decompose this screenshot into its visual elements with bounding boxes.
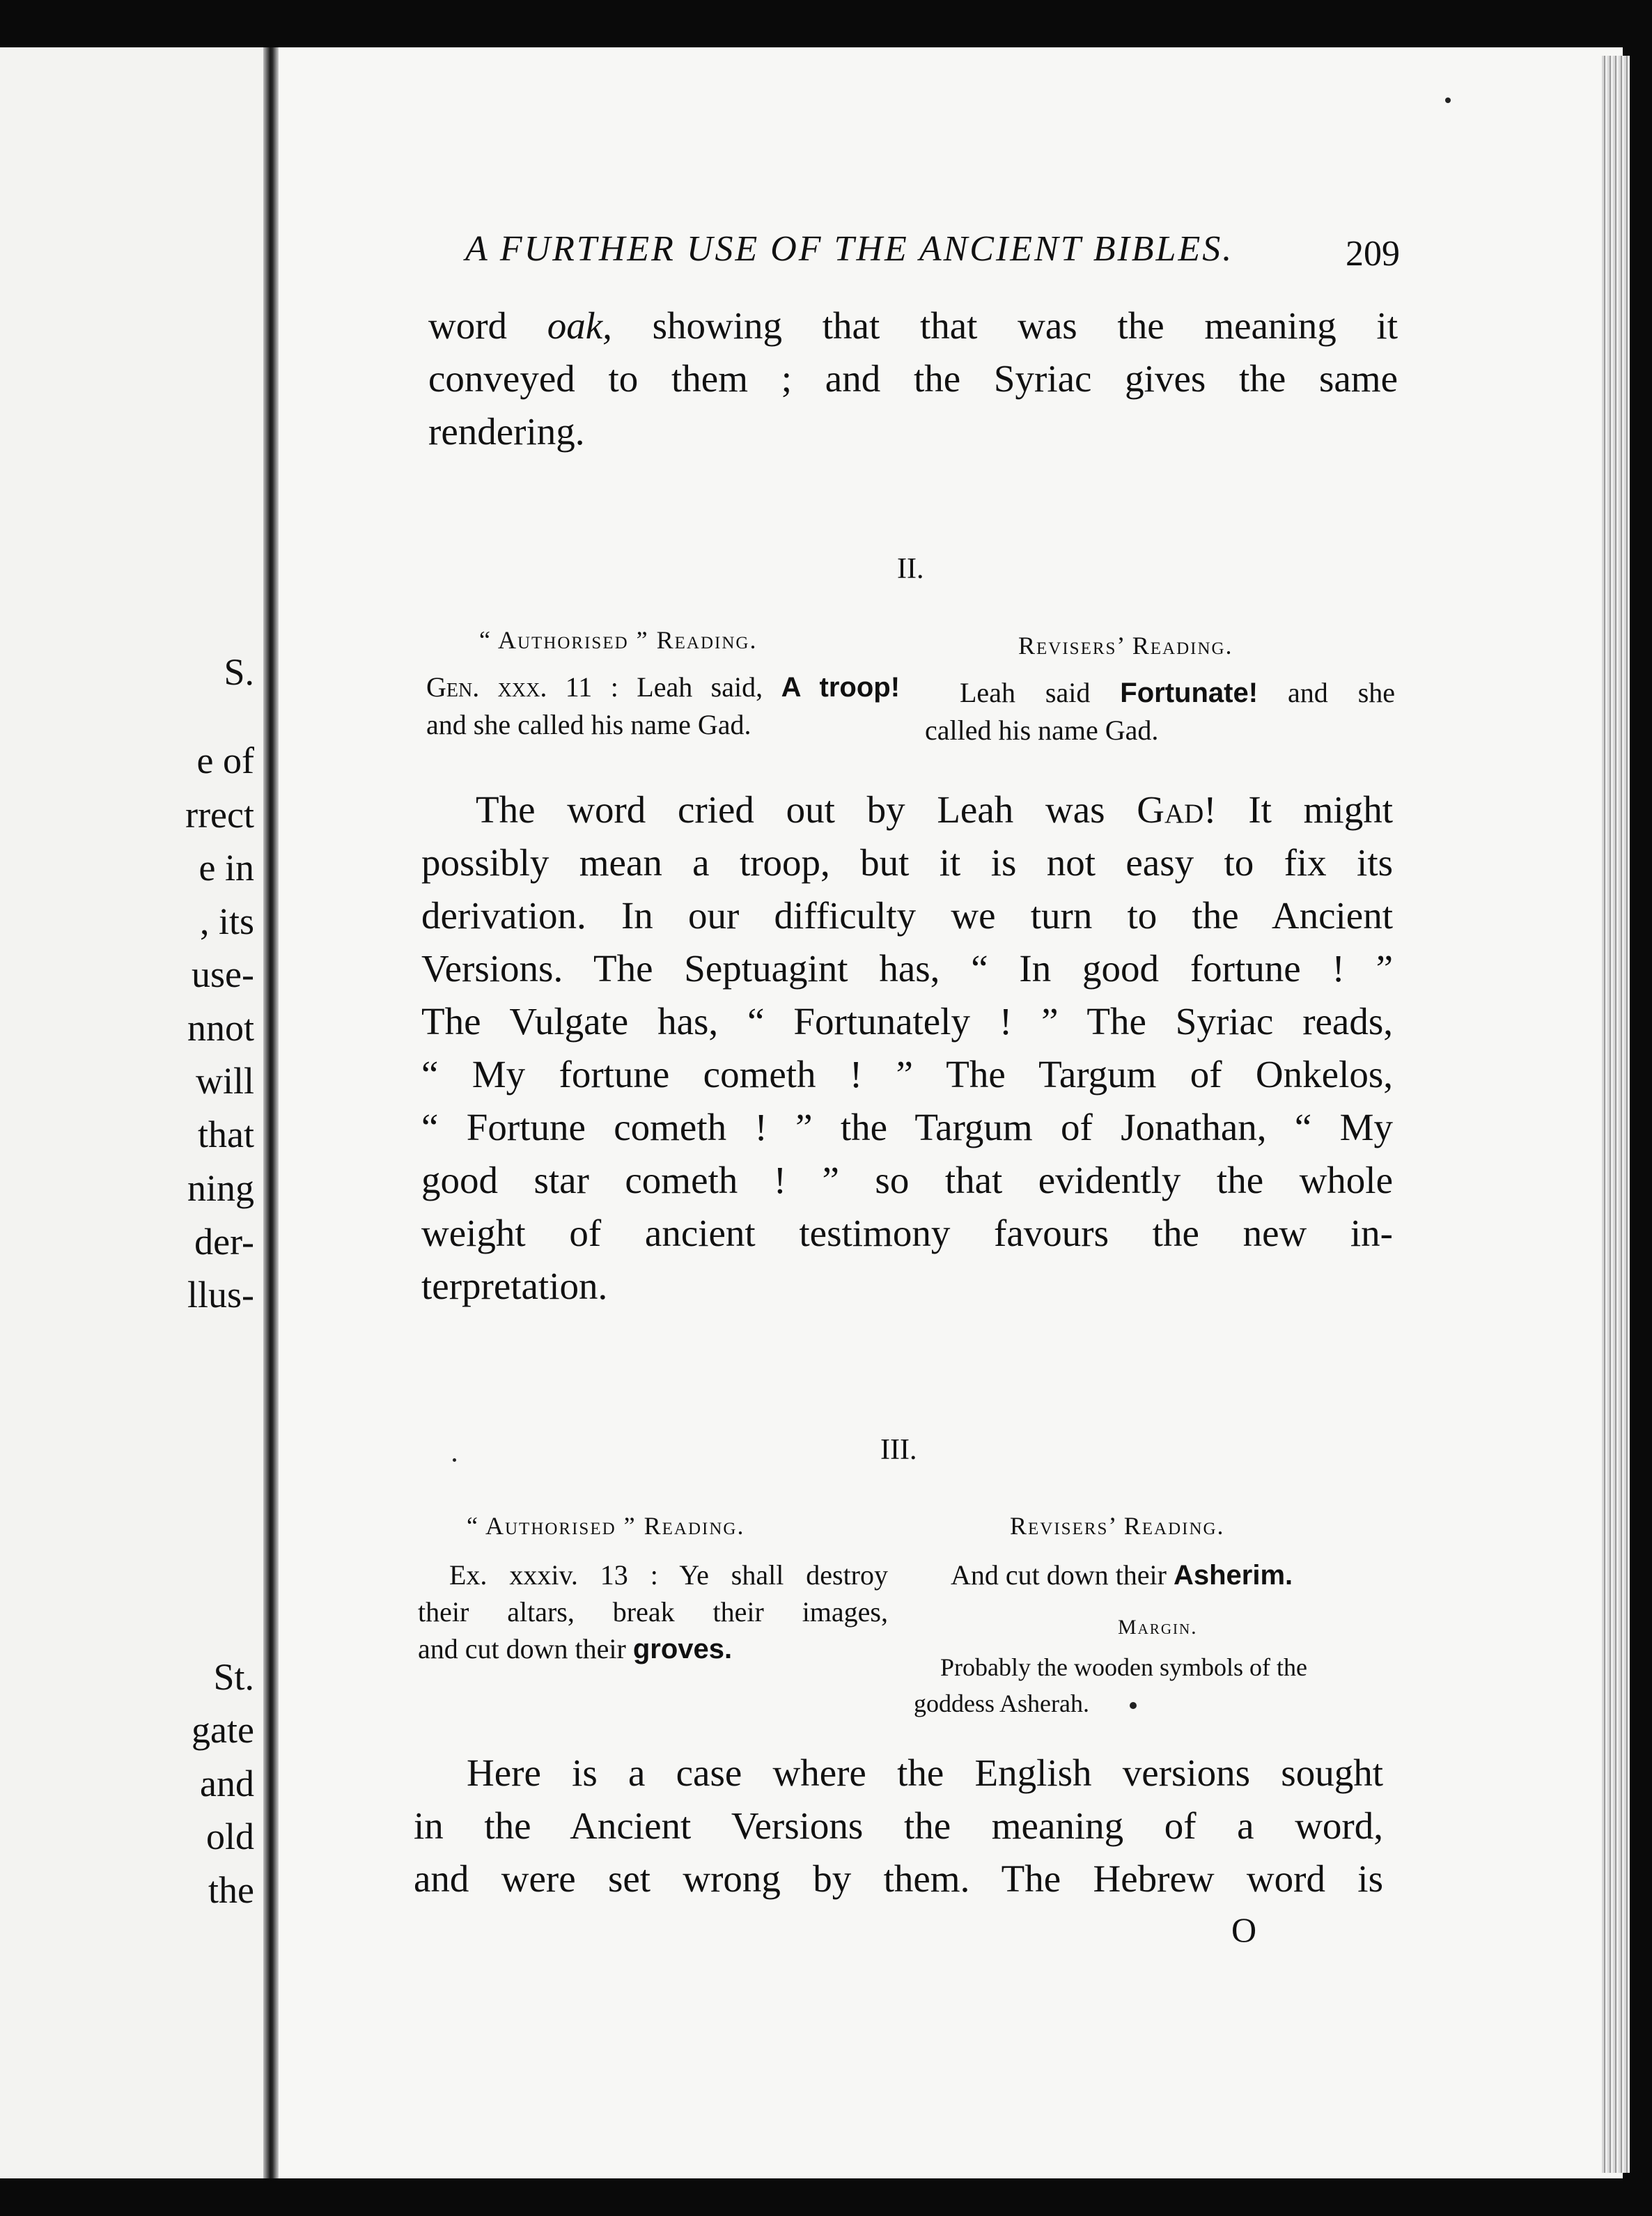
section-heading-iii: III. — [880, 1434, 917, 1466]
revisers-reading-text — [951, 1556, 1382, 1594]
left-page-text-fragment: der- — [194, 1221, 254, 1263]
running-head: A FURTHER USE OF THE ANCIENT BIBLES. — [465, 229, 1234, 269]
authorised-reading-heading: “ Authorised ” Reading. — [479, 626, 758, 654]
section-heading-ii: II. — [897, 553, 924, 585]
ink-speck — [1130, 1702, 1137, 1709]
book-gutter — [263, 47, 279, 2178]
left-page-text-fragment: and — [200, 1763, 254, 1804]
left-page-text-fragment: gate — [192, 1709, 254, 1751]
left-page-text-fragment: St. — [213, 1656, 254, 1698]
text-line: word oak, showing that that was the meaning it — [428, 304, 1398, 347]
text-line: in the Ancient Versions the meaning of a word, — [414, 1804, 1383, 1847]
revisers-reading-text — [925, 674, 1395, 749]
section-ii-paragraph — [421, 783, 1393, 1313]
authorised-reading-heading: “ Authorised ” Reading. — [467, 1512, 745, 1540]
text-line: “ My fortune cometh ! ” The Targum of Onkelos, — [421, 1053, 1393, 1095]
text-line: And cut down their Asherim. — [951, 1559, 1293, 1591]
text-line: possibly mean a troop, but it is not easy to fix its — [421, 841, 1393, 884]
text-line: Gen. xxx. 11 : Leah said, A troop! — [426, 671, 901, 703]
text-line: Here is a case where the English versions sought — [467, 1751, 1383, 1794]
text-line: Probably the wooden symbols of the — [940, 1653, 1307, 1681]
text-line: their altars, break their images, — [418, 1596, 888, 1628]
left-page-text-fragment: S. — [224, 651, 254, 693]
text-line: and were set wrong by them. The Hebrew word is — [414, 1857, 1383, 1900]
ink-speck — [453, 1458, 456, 1462]
revisers-reading-heading: Revisers’ Reading. — [1010, 1512, 1225, 1540]
left-page-text-fragment: use- — [192, 953, 254, 995]
authorised-reading-text — [426, 669, 900, 743]
text-line: terpretation. — [421, 1265, 608, 1307]
authorised-reading-text — [418, 1556, 888, 1668]
left-page-text-fragment: ning — [187, 1167, 254, 1209]
text-line: goddess Asherah. — [914, 1690, 1089, 1717]
text-line: conveyed to them ; and the Syriac gives the same — [428, 357, 1398, 400]
left-page-text-fragment: the — [208, 1869, 254, 1911]
left-page-text-fragment: , its — [199, 900, 254, 942]
margin-label: Margin. — [1118, 1616, 1198, 1639]
left-page-text-fragment: rrect — [185, 794, 254, 836]
ink-speck — [1445, 97, 1451, 103]
closing-paragraph — [414, 1747, 1383, 1905]
left-page-text-fragment: that — [198, 1114, 254, 1155]
opening-paragraph — [428, 299, 1398, 458]
text-line: derivation. In our difficulty we turn to the Ancient — [421, 894, 1393, 937]
left-page-fragment — [0, 47, 268, 2178]
text-line: good star cometh ! ” so that evidently the whole — [421, 1159, 1393, 1201]
text-line: Versions. The Septuagint has, “ In good fortune ! ” — [421, 947, 1393, 990]
page-number: 209 — [1346, 234, 1400, 274]
left-page-text-fragment: e of — [196, 740, 254, 781]
text-line: The word cried out by Leah was Gad! It might — [476, 788, 1393, 831]
left-page-text-fragment: will — [195, 1060, 254, 1102]
text-line: Ex. xxxiv. 13 : Ye shall destroy — [449, 1559, 888, 1591]
text-line: and cut down their groves. — [418, 1633, 733, 1664]
left-page-text-fragment: e in — [198, 847, 254, 889]
text-line: Leah said Fortunate! and she — [960, 677, 1396, 708]
left-page-text-fragment: old — [205, 1816, 254, 1857]
text-line: weight of ancient testimony favours the new in- — [421, 1212, 1393, 1254]
signature-mark: O — [1231, 1910, 1257, 1949]
text-line: rendering. — [428, 410, 585, 453]
page-edge — [1602, 56, 1630, 2173]
revisers-reading-heading: Revisers’ Reading. — [1018, 632, 1233, 660]
text-line: and she called his name Gad. — [426, 709, 751, 740]
margin-note — [914, 1649, 1307, 1722]
text-line: “ Fortune cometh ! ” the Targum of Jonathan, “ My — [421, 1106, 1393, 1148]
left-page-text-fragment: nnot — [187, 1007, 254, 1049]
left-page-text-fragment: llus- — [187, 1274, 254, 1316]
text-line: called his name Gad. — [925, 715, 1159, 746]
text-line: The Vulgate has, “ Fortunately ! ” The Syriac reads, — [421, 1000, 1393, 1043]
